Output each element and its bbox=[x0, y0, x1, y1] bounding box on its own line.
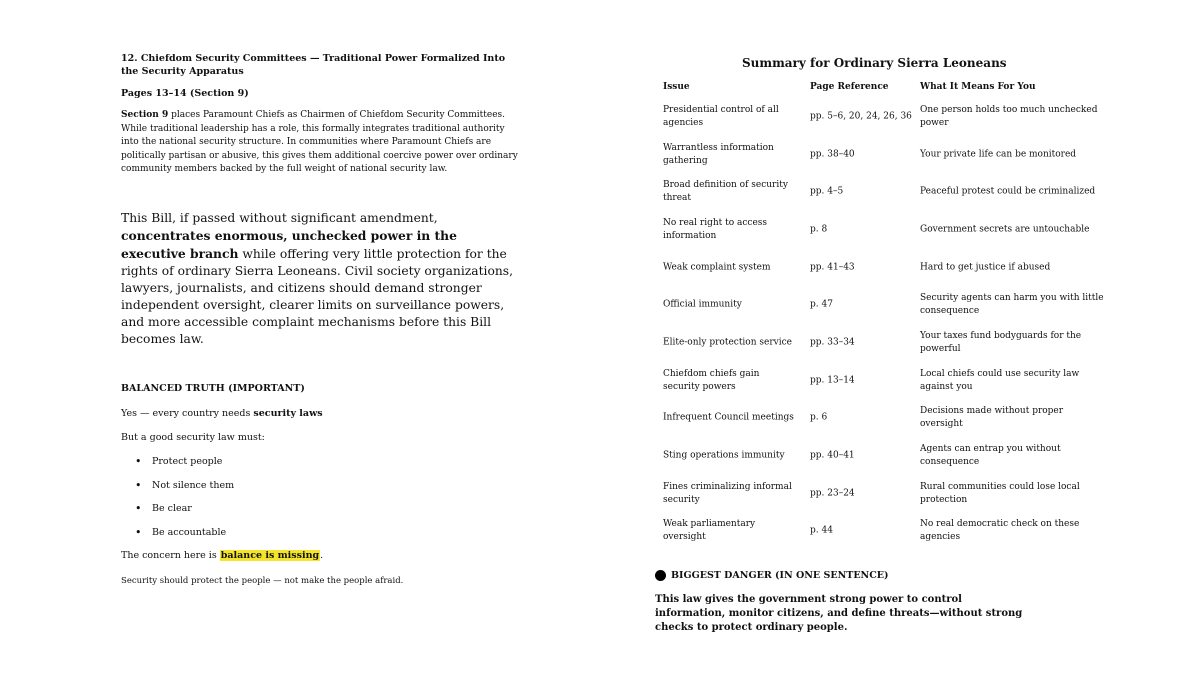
cell-meaning: Agents can entrap you without consequence bbox=[920, 444, 1061, 468]
cell-issue: No real right to access information bbox=[663, 217, 768, 241]
section-body bbox=[121, 109, 521, 177]
must-list bbox=[135, 456, 234, 551]
concern-suffix: . bbox=[320, 550, 324, 561]
section-pages-reference: Pages 13–14 (Section 9) bbox=[121, 88, 249, 99]
table-header-row bbox=[660, 80, 1100, 98]
cell-issue: Elite-only protection service bbox=[663, 337, 792, 348]
cell-issue: Presidential control of all agencies bbox=[663, 104, 779, 128]
cell-meaning: Your private life can be monitored bbox=[920, 149, 1077, 160]
cell-page: pp. 5–6, 20, 24, 26, 36 bbox=[810, 111, 912, 122]
cell-page: p. 6 bbox=[810, 412, 828, 423]
table-row bbox=[660, 437, 1100, 475]
cell-page: pp. 4–5 bbox=[810, 186, 844, 197]
cell-page: p. 8 bbox=[810, 224, 828, 235]
section-title: 12. Chiefdom Security Committees — Traditional Power Formalized Into the Security Apparatus bbox=[121, 53, 506, 77]
balanced-yes-line bbox=[121, 408, 323, 419]
biggest-danger-heading bbox=[655, 570, 889, 581]
header-issue: Issue bbox=[663, 82, 690, 92]
cell-issue: Official immunity bbox=[663, 299, 742, 310]
table-row bbox=[660, 98, 1100, 136]
cell-meaning: No real democratic check on these agencies bbox=[920, 519, 1080, 543]
summary-title: Summary for Ordinary Sierra Leoneans bbox=[742, 56, 1007, 70]
table-row bbox=[660, 211, 1100, 249]
conclusion-part2: while offering very little protection for the rights of ordinary Sierra Leoneans. Civil society organizations, lawyers, journalists, and citizens should demand stronger independent oversight, clearer limits on surveillance powers, and more accessible complaint mechanisms before this Bill becomes law. bbox=[121, 247, 513, 346]
cell-meaning: Rural communities could lose local protection bbox=[920, 481, 1080, 505]
cell-meaning: Local chiefs could use security law against you bbox=[920, 368, 1080, 392]
table-row bbox=[660, 286, 1104, 324]
cell-meaning: Hard to get justice if abused bbox=[920, 262, 1051, 273]
table-row bbox=[660, 173, 1100, 211]
header-meaning: What It Means For You bbox=[920, 82, 1036, 92]
concern-prefix: The concern here is bbox=[121, 550, 220, 561]
table-row bbox=[660, 324, 1100, 362]
cell-meaning: Decisions made without proper oversight bbox=[920, 406, 1064, 430]
closing-line: Security should protect the people — not make the people afraid. bbox=[121, 576, 404, 586]
concern-highlight: balance is missing bbox=[220, 550, 320, 561]
cell-meaning: Government secrets are untouchable bbox=[920, 224, 1090, 235]
cell-issue: Fines criminalizing informal security bbox=[663, 481, 792, 505]
balanced-yes-prefix: Yes — every country needs bbox=[121, 408, 254, 419]
table-row bbox=[660, 475, 1100, 513]
cell-issue: Broad definition of security threat bbox=[663, 180, 788, 204]
balanced-but-line: But a good security law must: bbox=[121, 432, 265, 443]
table-row bbox=[660, 513, 1100, 551]
cell-issue: Chiefdom chiefs gain security powers bbox=[663, 368, 760, 392]
cell-page: pp. 33–34 bbox=[810, 337, 855, 348]
table-row bbox=[660, 400, 1100, 438]
cell-page: pp. 40–41 bbox=[810, 450, 855, 461]
list-item: • Protect people bbox=[135, 456, 234, 480]
header-page-reference: Page Reference bbox=[810, 82, 889, 92]
cell-meaning: Security agents can harm you with little consequence bbox=[920, 293, 1104, 317]
balanced-truth-heading: BALANCED TRUTH (IMPORTANT) bbox=[121, 383, 305, 394]
cell-issue: Warrantless information gathering bbox=[663, 142, 774, 166]
section-body-text: places Paramount Chiefs as Chairmen of Chiefdom Security Committees. While traditional leadership has a role, this formally integrates traditional authority into the national security structure. In communities where Paramount Chiefs are politically partisan or abusive, this gives them additional coercive power over ordinary community members backed by the full weight of national security law. bbox=[121, 110, 518, 175]
cell-meaning: One person holds too much unchecked power bbox=[920, 104, 1098, 128]
table-row bbox=[660, 362, 1100, 400]
cell-page: pp. 23–24 bbox=[810, 488, 855, 499]
cell-issue: Infrequent Council meetings bbox=[663, 412, 794, 423]
list-item: • Be clear bbox=[135, 503, 234, 527]
cell-meaning: Your taxes fund bodyguards for the powerful bbox=[920, 330, 1082, 354]
section-body-lead: Section 9 bbox=[121, 110, 169, 120]
cell-issue: Weak parliamentary oversight bbox=[663, 519, 756, 543]
cell-page: p. 44 bbox=[810, 525, 833, 536]
bullet-dot-icon bbox=[655, 570, 666, 581]
cell-page: pp. 38–40 bbox=[810, 149, 855, 160]
cell-meaning: Peaceful protest could be criminalized bbox=[920, 186, 1096, 197]
conclusion-paragraph bbox=[121, 210, 516, 348]
cell-issue: Sting operations immunity bbox=[663, 450, 785, 461]
list-item: • Be accountable bbox=[135, 527, 234, 551]
cell-page: pp. 41–43 bbox=[810, 262, 855, 273]
table-row bbox=[660, 249, 1100, 287]
summary-table bbox=[660, 80, 1104, 550]
biggest-danger-heading-text: BIGGEST DANGER (IN ONE SENTENCE) bbox=[671, 570, 889, 581]
conclusion-bold: concentrates enormous, unchecked power in the executive branch bbox=[121, 228, 457, 261]
balanced-yes-bold: security laws bbox=[253, 408, 323, 419]
cell-page: pp. 13–14 bbox=[810, 375, 855, 386]
concern-line bbox=[121, 550, 323, 561]
cell-issue: Weak complaint system bbox=[663, 262, 771, 273]
list-item: • Not silence them bbox=[135, 480, 234, 504]
table-row bbox=[660, 136, 1100, 174]
cell-page: p. 47 bbox=[810, 299, 833, 310]
conclusion-part1: This Bill, if passed without significant amendment, bbox=[121, 211, 438, 225]
biggest-danger-text: This law gives the government strong power to control information, monitor citizens, and define threats—without strong checks to protect ordinary people. bbox=[655, 594, 1023, 633]
